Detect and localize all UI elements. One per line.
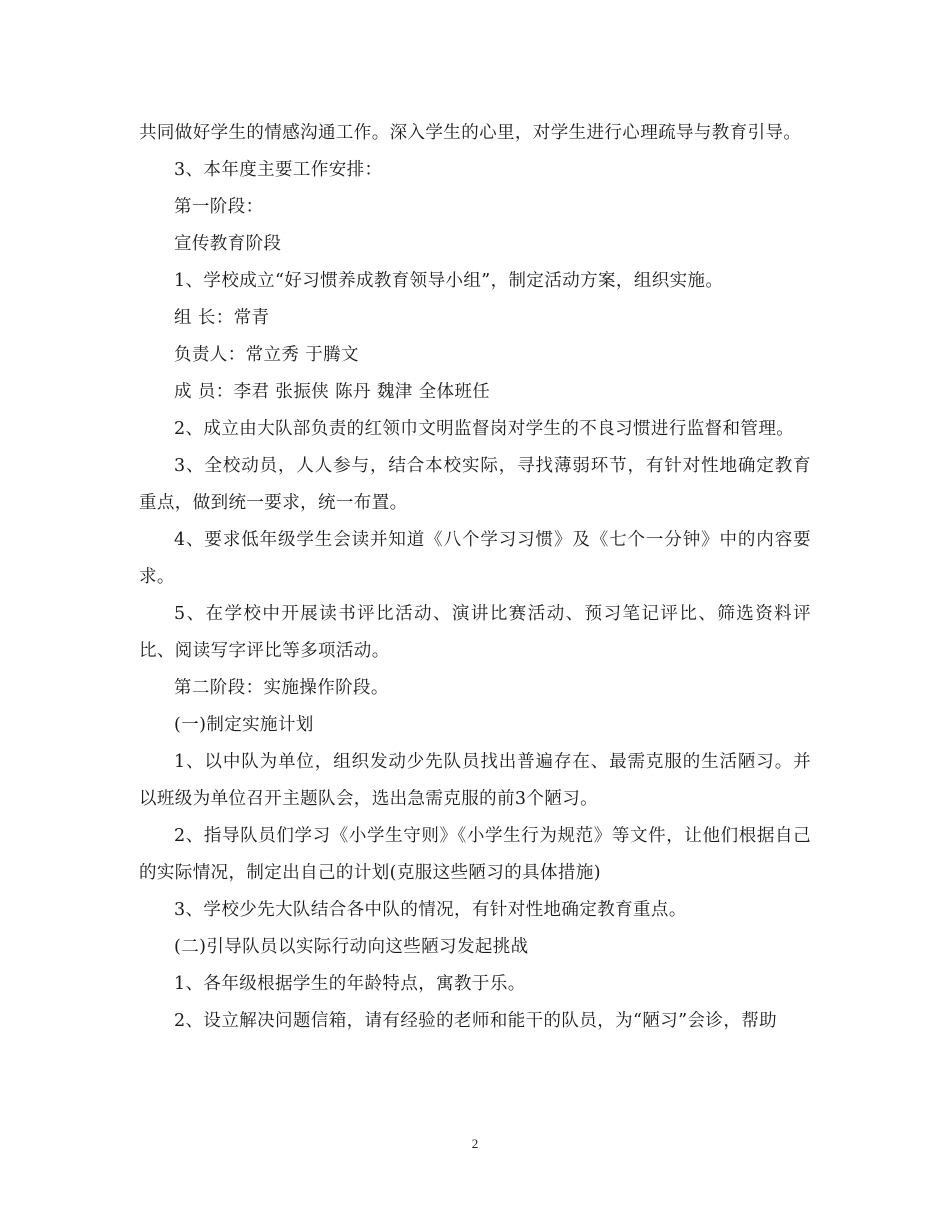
paragraph: 4、要求低年级学生会读并知道《八个学习习惯》及《七个一分钟》中的内容要求。	[139, 530, 811, 587]
document-body	[139, 115, 811, 1040]
page-number: 2	[471, 1136, 479, 1151]
paragraph: 负责人：常立秀 于腾文	[174, 345, 359, 365]
paragraph: 2、设立解决问题信箱，请有经验的老师和能干的队员，为“陋习”会诊，帮助	[174, 1011, 778, 1031]
paragraph: 2、指导队员们学习《小学生守则》《小学生行为规范》等文件，让他们根据自己的实际情况，制定出自己的计划(克服这些陋习的具体措施)	[139, 826, 811, 883]
paragraph: 1、学校成立“好习惯养成教育领导小组”，制定活动方案，组织实施。	[174, 271, 724, 291]
paragraph: 2、成立由大队部负责的红领巾文明监督岗对学生的不良习惯进行监督和管理。	[174, 419, 795, 439]
paragraph: 3、全校动员，人人参与，结合本校实际，寻找薄弱环节，有针对性地确定教育重点，做到统一要求，统一布置。	[139, 456, 811, 513]
paragraph: 第二阶段：实施操作阶段。	[174, 678, 389, 698]
paragraph: 5、在学校中开展读书评比活动、演讲比赛活动、预习笔记评比、筛选资料评比、阅读写字评比等多项活动。	[139, 604, 811, 661]
paragraph: 宣传教育阶段	[174, 234, 282, 254]
paragraph: 1、各年级根据学生的年龄特点，寓教于乐。	[174, 974, 526, 994]
paragraph: (一)制定实施计划	[174, 715, 314, 735]
paragraph: 1、以中队为单位，组织发动少先队员找出普遍存在、最需克服的生活陋习。并以班级为单位召开主题队会，选出急需克服的前3个陋习。	[139, 752, 811, 809]
paragraph: 共同做好学生的情感沟通工作。深入学生的心里，对学生进行心理疏导与教育引导。	[139, 123, 802, 143]
paragraph: 组 长：常青	[174, 308, 270, 328]
paragraph: 3、学校少先大队结合各中队的情况，有针对性地确定教育重点。	[174, 900, 687, 920]
paragraph: (二)引导队员以实际行动向这些陋习发起挑战	[174, 937, 529, 957]
paragraph: 第一阶段：	[174, 197, 264, 217]
paragraph: 成 员：李君 张振侠 陈丹 魏津 全体班任	[174, 382, 491, 402]
paragraph: 3、本年度主要工作安排：	[174, 160, 383, 180]
